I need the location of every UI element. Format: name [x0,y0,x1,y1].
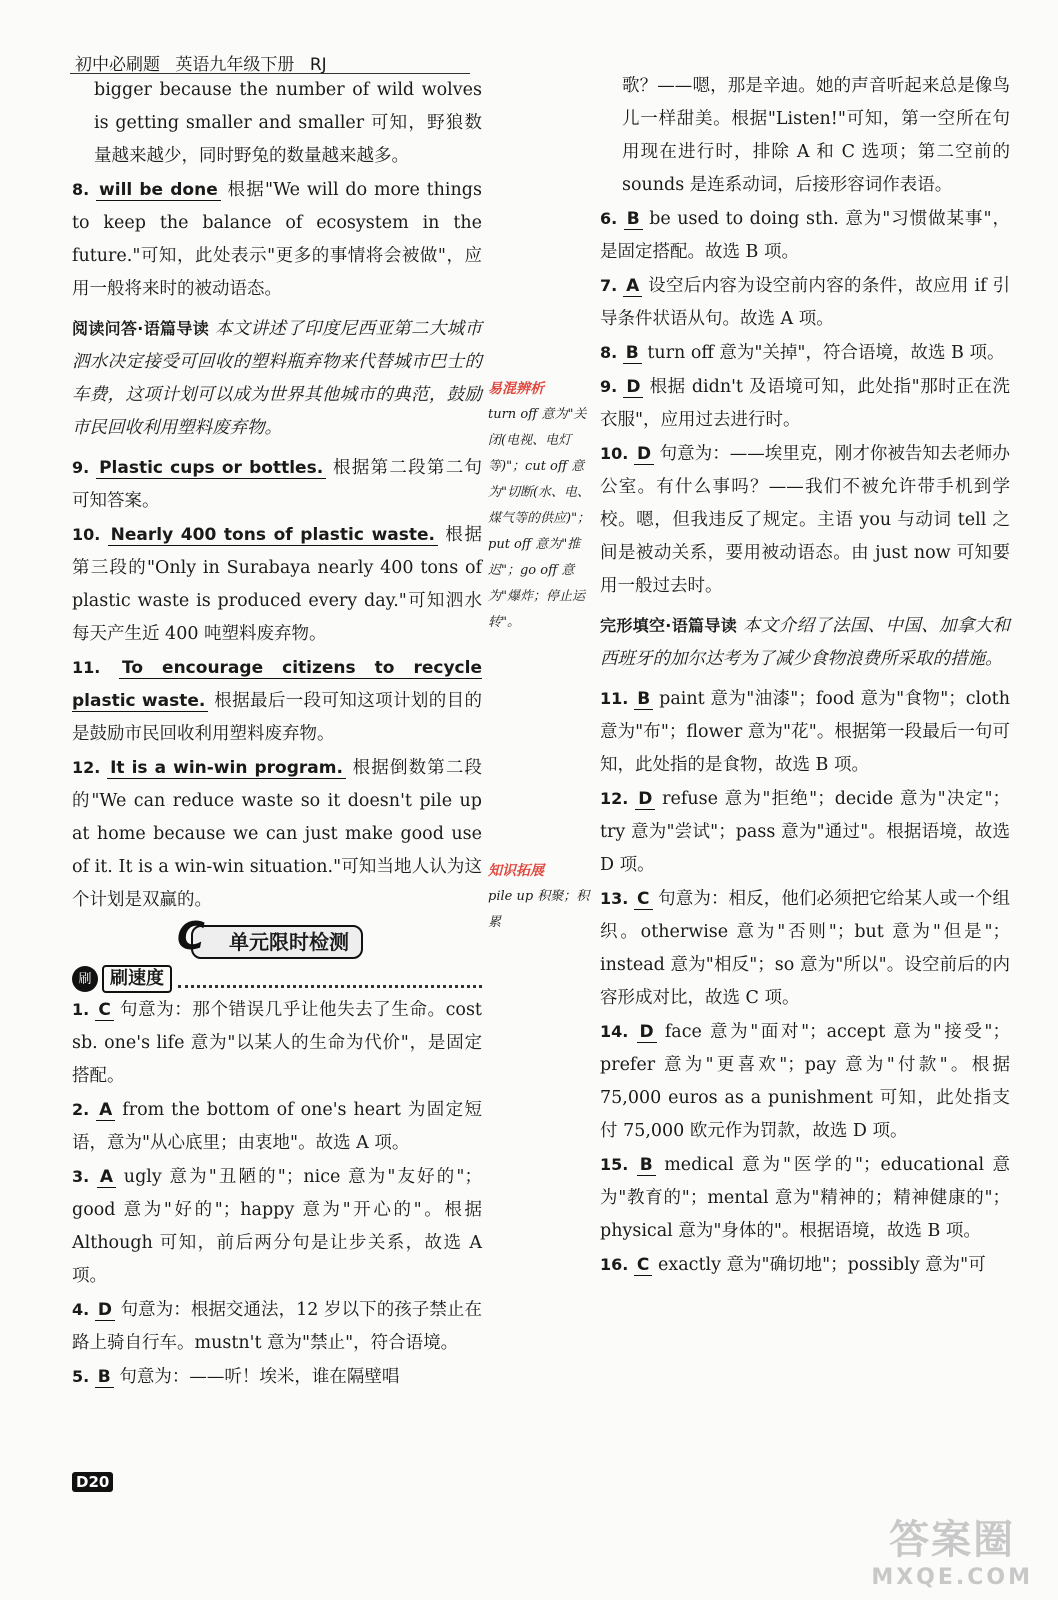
answer-key: D [95,1300,115,1321]
explanation: ugly 意为"丑陋的"；nice 意为"友好的"；good 意为"好的"；happy 意为"开心的"。根据 Although 可知，前后两分句是让步关系，故选 A 项。 [72,1167,482,1286]
answer-item-s6: 6. B be used to doing sth. 意为"习惯做某事"，是固定搭配。故选 B 项。 [600,209,1010,262]
section-text: 本文讲述了印度尼西亚第二大城市泗水决定接受可回收的塑料瓶弃物来代替城市巴士的车费，这项计划可以成为世界其他城市的典范，鼓励市民回收利用塑料废弃物。 [72,319,482,438]
explanation: 根据 didn't 及语境可知，此处指"那时正在洗衣服"，应用过去进行时。 [600,377,1010,430]
explanation: medical 意为"医学的"；educational 意为"教育的"；mental 意为"精神的；精神健康的"；physical 意为"身体的"。根据语境，故选 B 项。 [600,1155,1010,1241]
answer-key: A [97,1167,116,1188]
answer-key: C [634,1255,652,1276]
answer-key: B [634,689,653,710]
answer-key: B [623,343,642,364]
answer-key: C [95,1000,113,1021]
explanation: 句意为：相反，他们必须把它给某人或一个组织。otherwise 意为"否则"；but 意为"但是"；instead 意为"相反"；so 意为"所以"。设空前后的内容形成对比，故选 C 项。 [600,889,1010,1008]
speed-section-header [72,965,482,993]
explanation: 句意为：——埃里克，刚才你被告知去老师办公室。有什么事吗？——我们不被允许带手机到学校。嗯，但我违反了规定。主语 you 与动词 tell 之间是被动关系，要用被动语态。由 just now 可知要用一般过去时。 [600,444,1010,596]
section-title: 阅读问答·语篇导读 [72,319,210,338]
side-note-title: 易混辨析 [488,381,544,397]
answer-item-s11: 11. B paint 意为"油漆"；food 意为"食物"；cloth 意为"布"；flower 意为"花"。根据第一段最后一句可知，此处指的是食物，故选 B 项。 [600,689,1010,775]
answer-key: It is a win-win program. [107,758,346,779]
explanation: 根据最后一段可知这项计划的目的是鼓励市民回收利用塑料废弃物。 [72,691,482,744]
book-edition: RJ [309,55,327,75]
explanation: from the bottom of one's heart 为固定短语，意为"从心底里；由衷地"。故选 A 项。 [72,1100,482,1153]
answer-key: D [623,377,643,398]
answer-key: Plastic cups or bottles. [96,458,326,479]
speed-label: 刷速度 [102,965,172,993]
answer-key: B [624,209,643,230]
answer-item-s3: 3. A ugly 意为"丑陋的"；nice 意为"友好的"；good 意为"好的"；happy 意为"开心的"。根据 Although 可知，前后两分句是让步关系，故选 A 项。 [72,1167,482,1286]
running-header [75,50,337,75]
paragraph-continued: bigger because the number of wild wolves is getting smaller and smaller 可知，野狼数量越来越少，同时野兔的数量越来越多。 [94,80,482,166]
answer-item-s8: 8. B turn off 意为"关掉"，符合语境，故选 B 项。 [600,343,1005,363]
explanation: 句意为：——听！埃米，谁在隔壁唱 [119,1367,400,1387]
explanation: turn off 意为"关掉"，符合语境，故选 B 项。 [647,343,1005,363]
answer-item-12: 12. It is a win-win program. 根据倒数第二段的"We can reduce waste so it doesn't pile up at home because we can just make good use of it. It is a win-win situation."可知当地人认为这个计划是双赢的。 [72,758,483,910]
answer-item-s2: 2. A from the bottom of one's heart 为固定短语，意为"从心底里；由衷地"。故选 A 项。 [72,1100,482,1153]
answer-key: To encourage citizens to recycle plastic waste. [72,658,482,711]
watermark-logo [871,1508,1033,1590]
banner-letter: C [177,914,205,958]
answer-item-s16: 16. C exactly 意为"确切地"；possibly 意为"可 [600,1255,986,1275]
page-number: D20 [72,1472,113,1492]
paragraph-continued: 歌？——嗯，那是辛迪。她的声音听起来总是像鸟儿一样甜美。根据"Listen!"可知，第一空所在句用现在进行时，排除 A 和 C 选项；第二空前的 sounds 是连系动词，后接形容词作表语。 [622,76,1010,195]
answer-item-s4: 4. D 句意为：根据交通法，12 岁以下的孩子禁止在路上骑自行车。mustn't 意为"禁止"，符合语境。 [72,1300,482,1353]
answer-key: D [634,444,654,465]
answer-key: Nearly 400 tons of plastic waste. [108,525,438,546]
answer-key: B [95,1367,114,1388]
answer-item-s15: 15. B medical 意为"医学的"；educational 意为"教育的"；mental 意为"精神的；精神健康的"；physical 意为"身体的"。根据语境，故选 B 项。 [600,1155,1010,1241]
watermark-line1: 答案圈 [889,1517,1016,1563]
dotted-divider [178,971,482,988]
watermark-line2: MXQE.COM [871,1565,1033,1590]
answer-key: A [96,1100,115,1121]
right-column [600,70,1010,1282]
banner-title: 单元限时检测 [229,930,349,954]
explanation: 根据第三段的"Only in Surabaya nearly 400 tons of plastic waste is produced every day."可知泗水每天产生近 400 吨塑料废弃物。 [72,525,483,644]
answer-key: will be done [96,180,221,201]
explanation: face 意为"面对"；accept 意为"接受"；prefer 意为"更喜欢"；pay 意为"付款"。根据 75,000 euros as a punishment 可知，此处指支付 75,000 欧元作为罚款，故选 D 项。 [600,1022,1010,1141]
answer-item-s9: 9. D 根据 didn't 及语境可知，此处指"那时正在洗衣服"，应用过去进行时。 [600,377,1010,430]
answer-item-s10: 10. D 句意为：——埃里克，刚才你被告知去老师办公室。有什么事吗？——我们不被允许带手机到学校。嗯，但我违反了规定。主语 you 与动词 tell 之间是被动关系，要用被动语态。由 just now 可知要用一般过去时。 [600,444,1010,596]
answer-key: A [623,276,642,297]
answer-item-11: 11. To encourage citizens to recycle plastic waste. 根据最后一段可知这项计划的目的是鼓励市民回收利用塑料废弃物。 [72,658,482,744]
explanation: paint 意为"油漆"；food 意为"食物"；cloth 意为"布"；flower 意为"花"。根据第一段最后一句可知，此处指的是食物，故选 B 项。 [600,689,1010,775]
section-title: 完形填空·语篇导读 [600,616,738,635]
left-column [72,74,482,1394]
explanation: 句意为：那个错误几乎让他失去了生命。cost sb. one's life 意为"以某人的生命为代价"，是固定搭配。 [72,1000,482,1086]
answer-item-9: 9. Plastic cups or bottles. 根据第二段第二句可知答案。 [72,458,482,511]
explanation: 根据第二段第二句可知答案。 [72,458,482,511]
answer-item-s13: 13. C 句意为：相反，他们必须把它给某人或一个组织。otherwise 意为"否则"；but 意为"但是"；instead 意为"相反"；so 意为"所以"。设空前后的内容形成对比，故选 C 项。 [600,889,1010,1008]
answer-item-s12: 12. D refuse 意为"拒绝"；decide 意为"决定"；try 意为"尝试"；pass 意为"通过"。根据语境，故选 D 项。 [600,789,1010,875]
answer-item-s5: 5. B 句意为：——听！埃米，谁在隔壁唱 [72,1367,400,1387]
explanation: 根据"We will do more things to keep the balance of ecosystem in the future."可知，此处表示"更多的事情将会被做"，应用一般将来时的被动语态。 [72,180,482,299]
explanation: 设空后内容为设空前内容的条件，故应用 if 引导条件状语从句。故选 A 项。 [600,276,1010,329]
side-note-text: pile up 积聚；积累 [488,889,590,930]
answer-key: D [637,1022,657,1043]
answer-item-s7: 7. A 设空后内容为设空前内容的条件，故应用 if 引导条件状语从句。故选 A 项。 [600,276,1010,329]
answer-item-s1: 1. C 句意为：那个错误几乎让他失去了生命。cost sb. one's life 意为"以某人的生命为代价"，是固定搭配。 [72,1000,482,1086]
book-subject: 英语九年级下册 [175,55,295,75]
side-note-text: turn off 意为"关闭(电视、电灯等)"；cut off 意为"切断(水、电、煤气等的供应)"；put off 意为"推迟"；go off 意为"爆炸；停止运转"。 [488,407,591,630]
answer-key: B [637,1155,656,1176]
cloze-guide [600,609,1010,676]
side-note-extension [488,858,598,936]
brush-icon: 刷 [72,966,98,992]
explanation: be used to doing sth. 意为"习惯做某事"，是固定搭配。故选 B 项。 [600,209,1010,262]
section-text: 本文介绍了法国、中国、加拿大和西班牙的加尔达考为了减少食物浪费所采取的措施。 [600,616,1010,669]
side-note-confusables [488,376,598,636]
answer-item-8: 8. will be done 根据"We will do more things to keep the balance of ecosystem in the future."可知，此处表示"更多的事情将会被做"，应用一般将来时的被动语态。 [72,180,482,299]
explanation: refuse 意为"拒绝"；decide 意为"决定"；try 意为"尝试"；pass 意为"通过"。根据语境，故选 D 项。 [600,789,1010,875]
explanation: 句意为：根据交通法，12 岁以下的孩子禁止在路上骑自行车。mustn't 意为"禁止"，符合语境。 [72,1300,482,1353]
answer-key: D [635,789,655,810]
answer-item-10: 10. Nearly 400 tons of plastic waste. 根据第三段的"Only in Surabaya nearly 400 tons of plastic waste is produced every day."可知泗水每天产生近 400 吨塑料废弃物。 [72,525,483,644]
unit-test-banner [72,914,482,959]
answer-key: C [634,889,652,910]
book-title: 初中必刷题 [75,55,160,75]
reading-guide [72,312,482,445]
explanation: exactly 意为"确切地"；possibly 意为"可 [657,1255,986,1275]
answer-item-s14: 14. D face 意为"面对"；accept 意为"接受"；prefer 意为"更喜欢"；pay 意为"付款"。根据 75,000 euros as a punishment 可知，此处指支付 75,000 欧元作为罚款，故选 D 项。 [600,1022,1010,1141]
explanation: 根据倒数第二段的"We can reduce waste so it doesn't pile up at home because we can just make good use of it. It is a win-win situation."可知当地人认为这个计划是双赢的。 [72,758,483,910]
side-note-title: 知识拓展 [488,863,544,879]
